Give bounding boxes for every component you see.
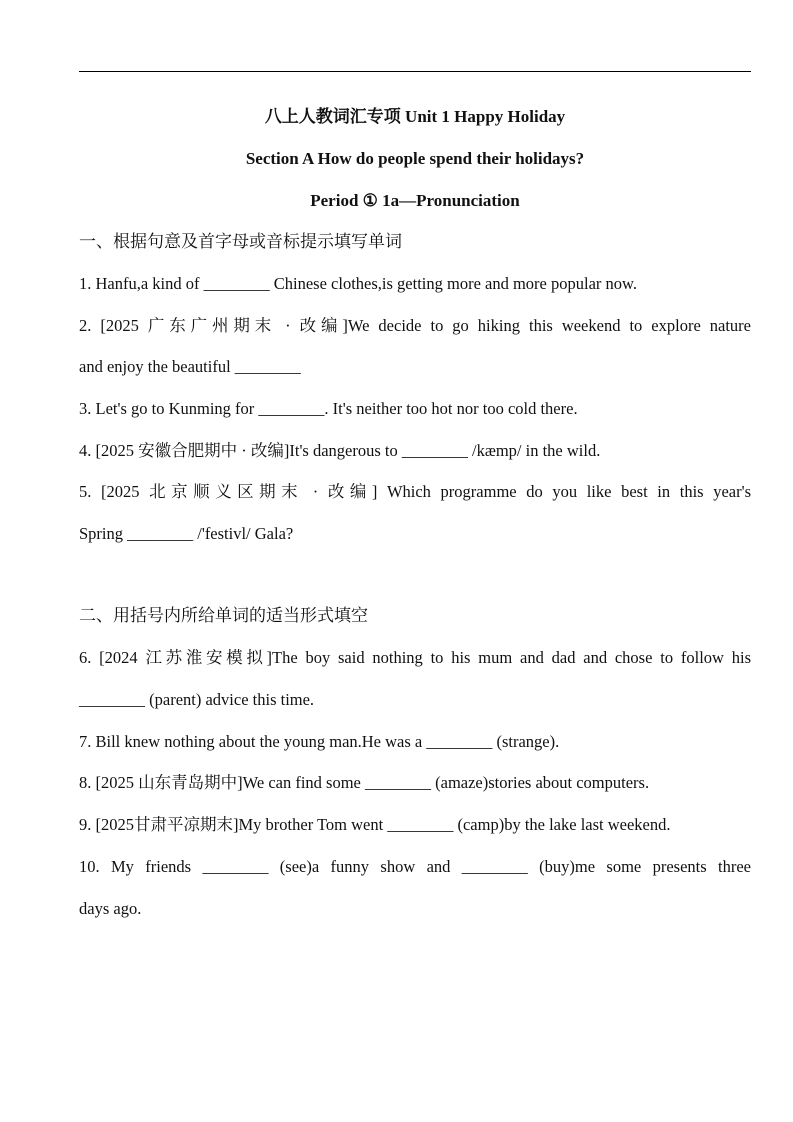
section-2-heading: 二、用括号内所给单词的适当形式填空 <box>79 606 368 625</box>
question-6-line-2: ________ (parent) advice this time. <box>79 690 315 709</box>
page-title: 八上人教词汇专项 Unit 1 Happy Holiday <box>264 107 566 126</box>
question-4: 4. [2025 安徽合肥期中 · 改编]It's dangerous to ________ /kæmp/ in the wild. <box>79 441 601 460</box>
question-7: 7. Bill knew nothing about the young man.He was a ________ (strange). <box>79 732 560 751</box>
question-5-line-2: Spring ________ /'festivl/ Gala? <box>79 524 294 543</box>
question-10-line-2: days ago. <box>79 899 142 918</box>
question-2-line-1: 2. [2025 广东广州期末 · 改编]We decide to go hiking this weekend to explore nature <box>79 316 751 335</box>
section-subtitle: Section A How do people spend their holidays? <box>245 149 585 168</box>
question-5-line-1: 5. [2025 北京顺义区期末 · 改编] Which programme do you like best in this year's <box>79 482 751 501</box>
section-1-heading: 一、根据句意及首字母或音标提示填写单词 <box>79 232 402 251</box>
question-8: 8. [2025 山东青岛期中]We can find some ________ (amaze)stories about computers. <box>79 773 650 792</box>
question-2-line-2: and enjoy the beautiful ________ <box>79 357 301 376</box>
question-6-line-1: 6. [2024 江苏淮安模拟]The boy said nothing to his mum and dad and chose to follow his <box>79 648 751 667</box>
question-3: 3. Let's go to Kunming for ________. It's neither too hot nor too cold there. <box>79 399 578 418</box>
header-rule <box>79 71 751 72</box>
question-10-line-1: 10. My friends ________ (see)a funny show and ________ (buy)me some presents three <box>79 857 751 876</box>
question-9: 9. [2025甘肃平凉期末]My brother Tom went ________ (camp)by the lake last weekend. <box>79 815 671 834</box>
question-1: 1. Hanfu,a kind of ________ Chinese clothes,is getting more and more popular now. <box>79 274 637 293</box>
period-title: Period ① 1a—Pronunciation <box>310 191 520 210</box>
